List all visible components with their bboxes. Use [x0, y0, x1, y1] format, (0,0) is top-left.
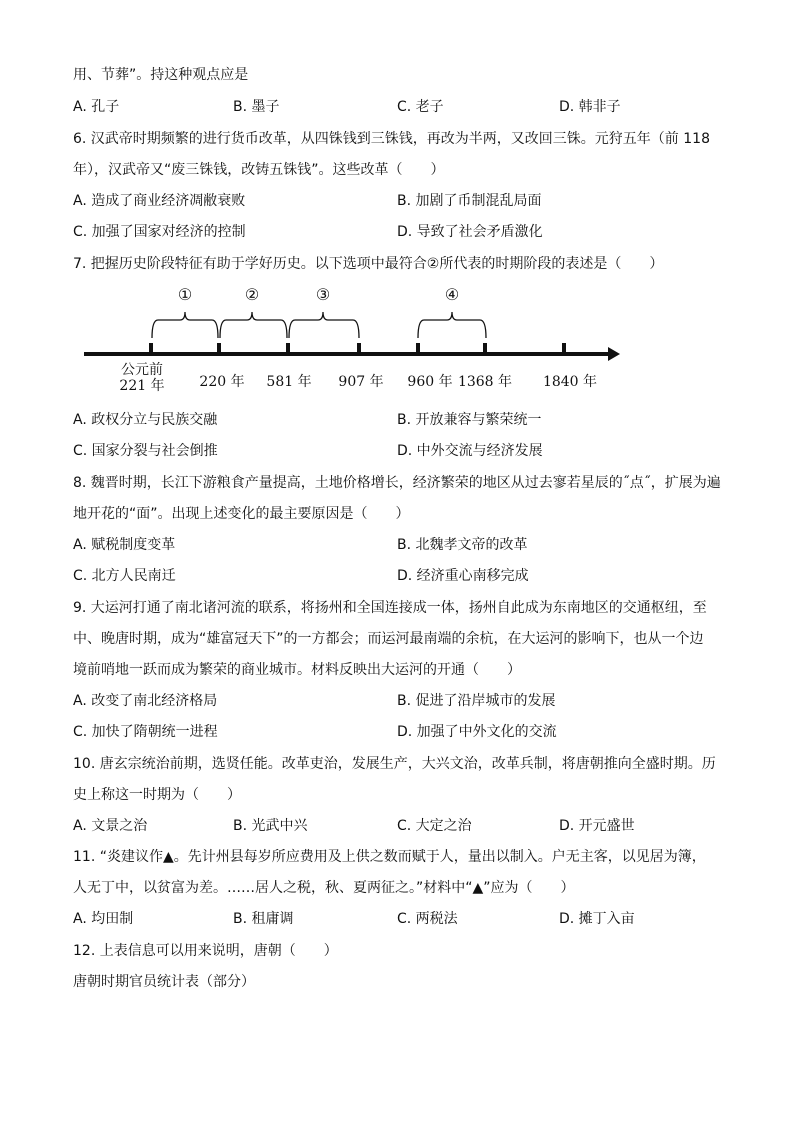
- period-mark-1: ①: [177, 285, 193, 304]
- tick-960: [416, 343, 420, 353]
- brace-period-1: [152, 312, 218, 338]
- q10-option-c[interactable]: C. 大定之治: [397, 818, 472, 834]
- question-8-stem-line2: 地开花的“面”。出现上述变化的最主要原因是（ ）: [73, 506, 410, 522]
- tick-1840: [562, 343, 566, 353]
- tick-label-960: 960 年: [407, 374, 453, 390]
- brace-period-3: [289, 312, 359, 338]
- period-mark-2: ②: [244, 285, 260, 304]
- q9-option-c[interactable]: C. 加快了隋朝统一进程: [73, 724, 218, 740]
- q9-option-b[interactable]: B. 促进了沿岸城市的发展: [397, 693, 556, 709]
- q5-option-b[interactable]: B. 墨子: [233, 99, 280, 115]
- question-8-stem-line1: 8. 魏晋时期，长江下游粮食产量提高，土地价格增长，经济繁荣的地区从过去寥若星辰的˝点˝，扩展为遍: [73, 475, 721, 491]
- q11-option-b[interactable]: B. 租庸调: [233, 911, 294, 927]
- period-mark-3: ③: [315, 285, 331, 304]
- tick-label-221bc-line2: 221 年: [119, 378, 165, 394]
- q10-option-a[interactable]: A. 文景之治: [73, 818, 148, 834]
- question-7-stem: 7. 把握历史阶段特征有助于学好历史。以下选项中最符合②所代表的时期阶段的表述是（ ）: [73, 256, 664, 272]
- q7-option-b[interactable]: B. 开放兼容与繁荣统一: [397, 412, 542, 428]
- question-11-stem-line1: 11. “炎建议作▲。先计州县每岁所应费用及上供之数而赋于人，量出以制入。户无主客，以见居为簿，: [73, 849, 706, 865]
- tick-907: [357, 343, 361, 353]
- question-6-stem-line1: 6. 汉武帝时期频繁的进行货币改革，从四铢钱到三铢钱，再改为半两，又改回三铢。元狩五年（前 118: [73, 131, 710, 147]
- q5-option-d[interactable]: D. 韩非子: [559, 99, 621, 115]
- question-9-stem-line2: 中、晚唐时期，成为“雄富冠天下”的一方都会；而运河最南端的余杭，在大运河的影响下，也从一个边: [73, 631, 704, 647]
- q9-option-a[interactable]: A. 改变了南北经济格局: [73, 693, 218, 709]
- q10-option-b[interactable]: B. 光武中兴: [233, 818, 308, 834]
- tick-221bc: [149, 343, 153, 353]
- timeline-figure: [0, 280, 794, 400]
- question-5-tail: 用、节葬”。持这种观点应是: [73, 67, 249, 83]
- q8-option-a[interactable]: A. 赋税制度变革: [73, 537, 176, 553]
- tick-1368: [483, 343, 487, 353]
- q6-option-b[interactable]: B. 加剧了币制混乱局面: [397, 193, 542, 209]
- tick-label-1840: 1840 年: [542, 374, 598, 390]
- q6-option-c[interactable]: C. 加强了国家对经济的控制: [73, 224, 246, 240]
- tick-label-907: 907 年: [338, 374, 384, 390]
- table-caption: 唐朝时期官员统计表（部分）: [73, 974, 255, 990]
- q10-option-d[interactable]: D. 开元盛世: [559, 818, 635, 834]
- tick-label-1368: 1368 年: [457, 374, 513, 390]
- q5-option-a[interactable]: A. 孔子: [73, 99, 120, 115]
- q9-option-d[interactable]: D. 加强了中外文化的交流: [397, 724, 557, 740]
- q11-option-d[interactable]: D. 摊丁入亩: [559, 911, 635, 927]
- timeline-arrowhead: [608, 347, 620, 361]
- tick-label-581: 581 年: [266, 374, 312, 390]
- tick-label-220: 220 年: [199, 374, 245, 390]
- q11-option-a[interactable]: A. 均田制: [73, 911, 134, 927]
- q8-option-c[interactable]: C. 北方人民南迁: [73, 568, 176, 584]
- q8-option-d[interactable]: D. 经济重心南移完成: [397, 568, 529, 584]
- q6-option-a[interactable]: A. 造成了商业经济凋敝衰败: [73, 193, 246, 209]
- q7-option-a[interactable]: A. 政权分立与民族交融: [73, 412, 218, 428]
- q7-option-d[interactable]: D. 中外交流与经济发展: [397, 443, 543, 459]
- q5-option-c[interactable]: C. 老子: [397, 99, 444, 115]
- q8-option-b[interactable]: B. 北魏孝文帝的改革: [397, 537, 528, 553]
- tick-581: [286, 343, 290, 353]
- brace-period-4: [418, 312, 486, 338]
- question-12-stem: 12. 上表信息可以用来说明，唐朝（ ）: [73, 943, 338, 959]
- q7-option-c[interactable]: C. 国家分裂与社会倒推: [73, 443, 218, 459]
- q11-option-c[interactable]: C. 两税法: [397, 911, 458, 927]
- question-10-stem-line1: 10. 唐玄宗统治前期，选贤任能。改革吏治，发展生产，大兴文治，改革兵制，将唐朝推向全盛时期。历: [73, 756, 716, 772]
- question-9-stem-line3: 境前哨地一跃而成为繁荣的商业城市。材料反映出大运河的开通（ ）: [73, 662, 521, 678]
- brace-period-2: [220, 312, 287, 338]
- tick-label-221bc-line1: 公元前: [121, 362, 163, 378]
- q6-option-d[interactable]: D. 导致了社会矛盾激化: [397, 224, 543, 240]
- question-11-stem-line2: 人无丁中，以贫富为差。……居人之税，秋、夏两征之。”材料中“▲”应为（ ）: [73, 880, 575, 896]
- period-mark-4: ④: [444, 285, 460, 304]
- question-9-stem-line1: 9. 大运河打通了南北诸河流的联系，将扬州和全国连接成一体，扬州自此成为东南地区的交通枢纽，至: [73, 600, 707, 616]
- question-6-stem-line2: 年），汉武帝又“废三铢钱，改铸五铢钱”。这些改革（ ）: [73, 162, 445, 178]
- question-10-stem-line2: 史上称这一时期为（ ）: [73, 787, 241, 803]
- tick-220: [217, 343, 221, 353]
